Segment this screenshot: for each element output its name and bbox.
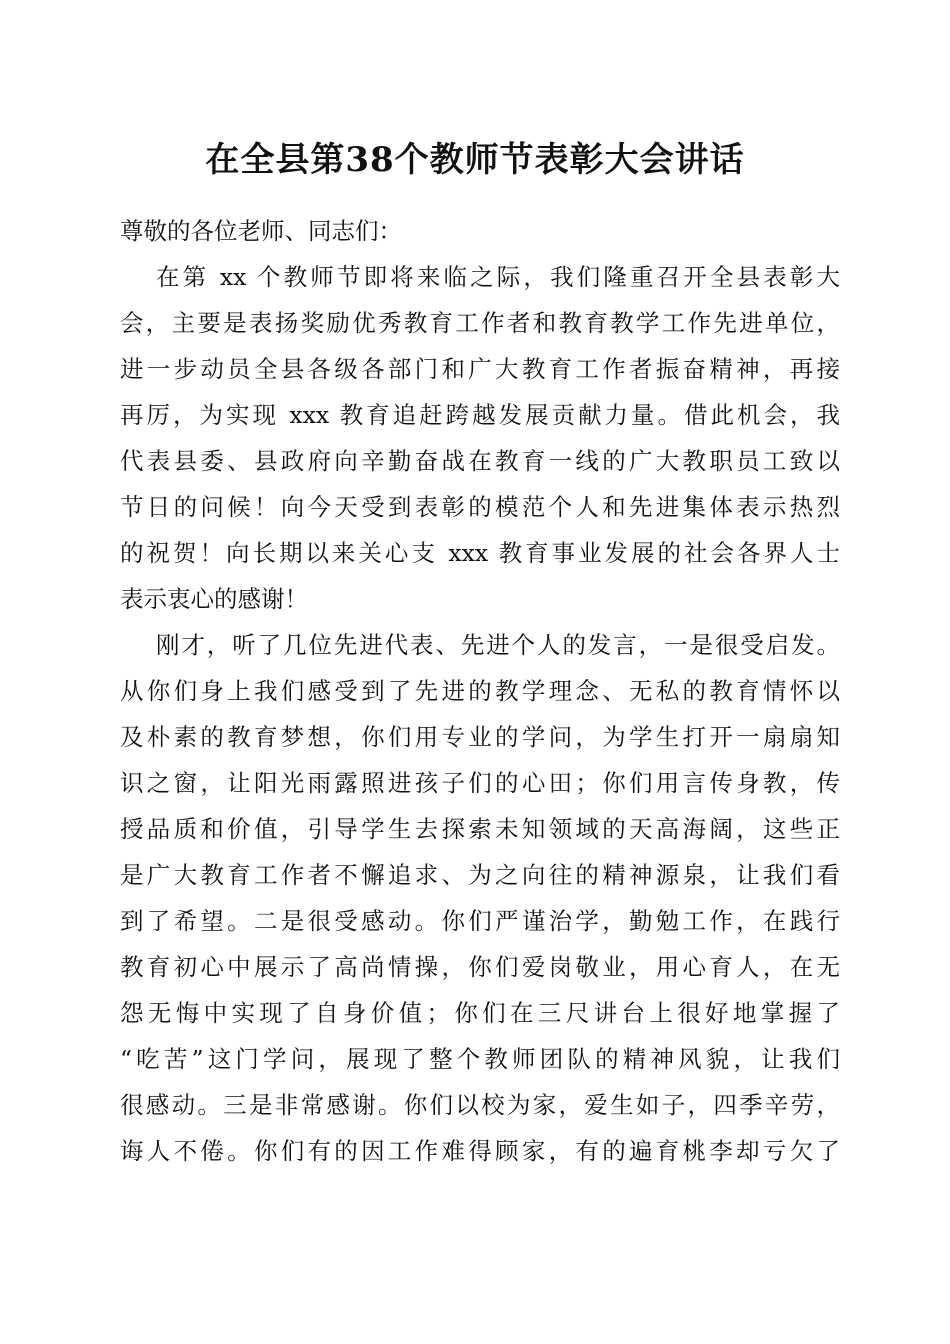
paragraph-1-line-5: 代表县委、县政府向辛勤奋战在教育一线的广大教职员工致以 bbox=[120, 447, 840, 475]
paragraph-1-line-8: 表示衷心的感谢！ bbox=[120, 585, 308, 613]
paragraph-1-line-6: 节日的问候！向今天受到表彰的模范个人和先进集体表示热烈 bbox=[120, 493, 840, 521]
paragraph-2-line-6: 是广大教育工作者不懈追求、为之向往的精神源泉，让我们看 bbox=[120, 861, 840, 889]
paragraph-2-line-2: 从你们身上我们感受到了先进的教学理念、无私的教育情怀以 bbox=[120, 677, 840, 705]
paragraph-2-line-8: 教育初心中展示了高尚情操，你们爱岗敬业，用心育人，在无 bbox=[120, 953, 840, 981]
paragraph-1-line-3: 进一步动员全县各级各部门和广大教育工作者振奋精神，再接 bbox=[120, 355, 840, 383]
document-title: 在全县第38个教师节表彰大会讲话 bbox=[205, 140, 745, 180]
paragraph-1-line-4: 再厉，为实现 xxx 教育追赶跨越发展贡献力量。借此机会，我 bbox=[120, 401, 840, 429]
paragraph-1-line-2: 会，主要是表扬奖励优秀教育工作者和教育教学工作先进单位， bbox=[120, 309, 840, 337]
document-body bbox=[120, 208, 840, 1174]
paragraph-2-line-12: 诲人不倦。你们有的因工作难得顾家，有的遍育桃李却亏欠了 bbox=[120, 1137, 840, 1165]
paragraph-2-line-7: 到了希望。二是很受感动。你们严谨治学，勤勉工作，在践行 bbox=[120, 907, 840, 935]
paragraph-2-line-1: 刚才，听了几位先进代表、先进个人的发言，一是很受启发。 bbox=[156, 631, 840, 659]
paragraph-2-line-11: 很感动。三是非常感谢。你们以校为家，爱生如子，四季辛劳， bbox=[120, 1091, 840, 1119]
paragraph-2-line-4: 识之窗，让阳光雨露照进孩子们的心田；你们用言传身教，传 bbox=[120, 769, 840, 797]
paragraph-2-line-9: 怨无悔中实现了自身价值；你们在三尺讲台上很好地掌握了 bbox=[120, 999, 840, 1027]
salutation-line: 尊敬的各位老师、同志们： bbox=[120, 217, 402, 245]
paragraph-1-line-1: 在第 xx 个教师节即将来临之际，我们隆重召开全县表彰大 bbox=[156, 263, 840, 291]
paragraph-1-line-7: 的祝贺！向长期以来关心支 xxx 教育事业发展的社会各界人士 bbox=[120, 539, 840, 567]
paragraph-2-line-10: “吃苦”这门学问，展现了整个教师团队的精神风貌，让我们 bbox=[120, 1045, 840, 1073]
paragraph-2-line-5: 授品质和价值，引导学生去探索未知领域的天高海阔，这些正 bbox=[120, 815, 840, 843]
paragraph-2-line-3: 及朴素的教育梦想，你们用专业的学问，为学生打开一扇扇知 bbox=[120, 723, 840, 751]
